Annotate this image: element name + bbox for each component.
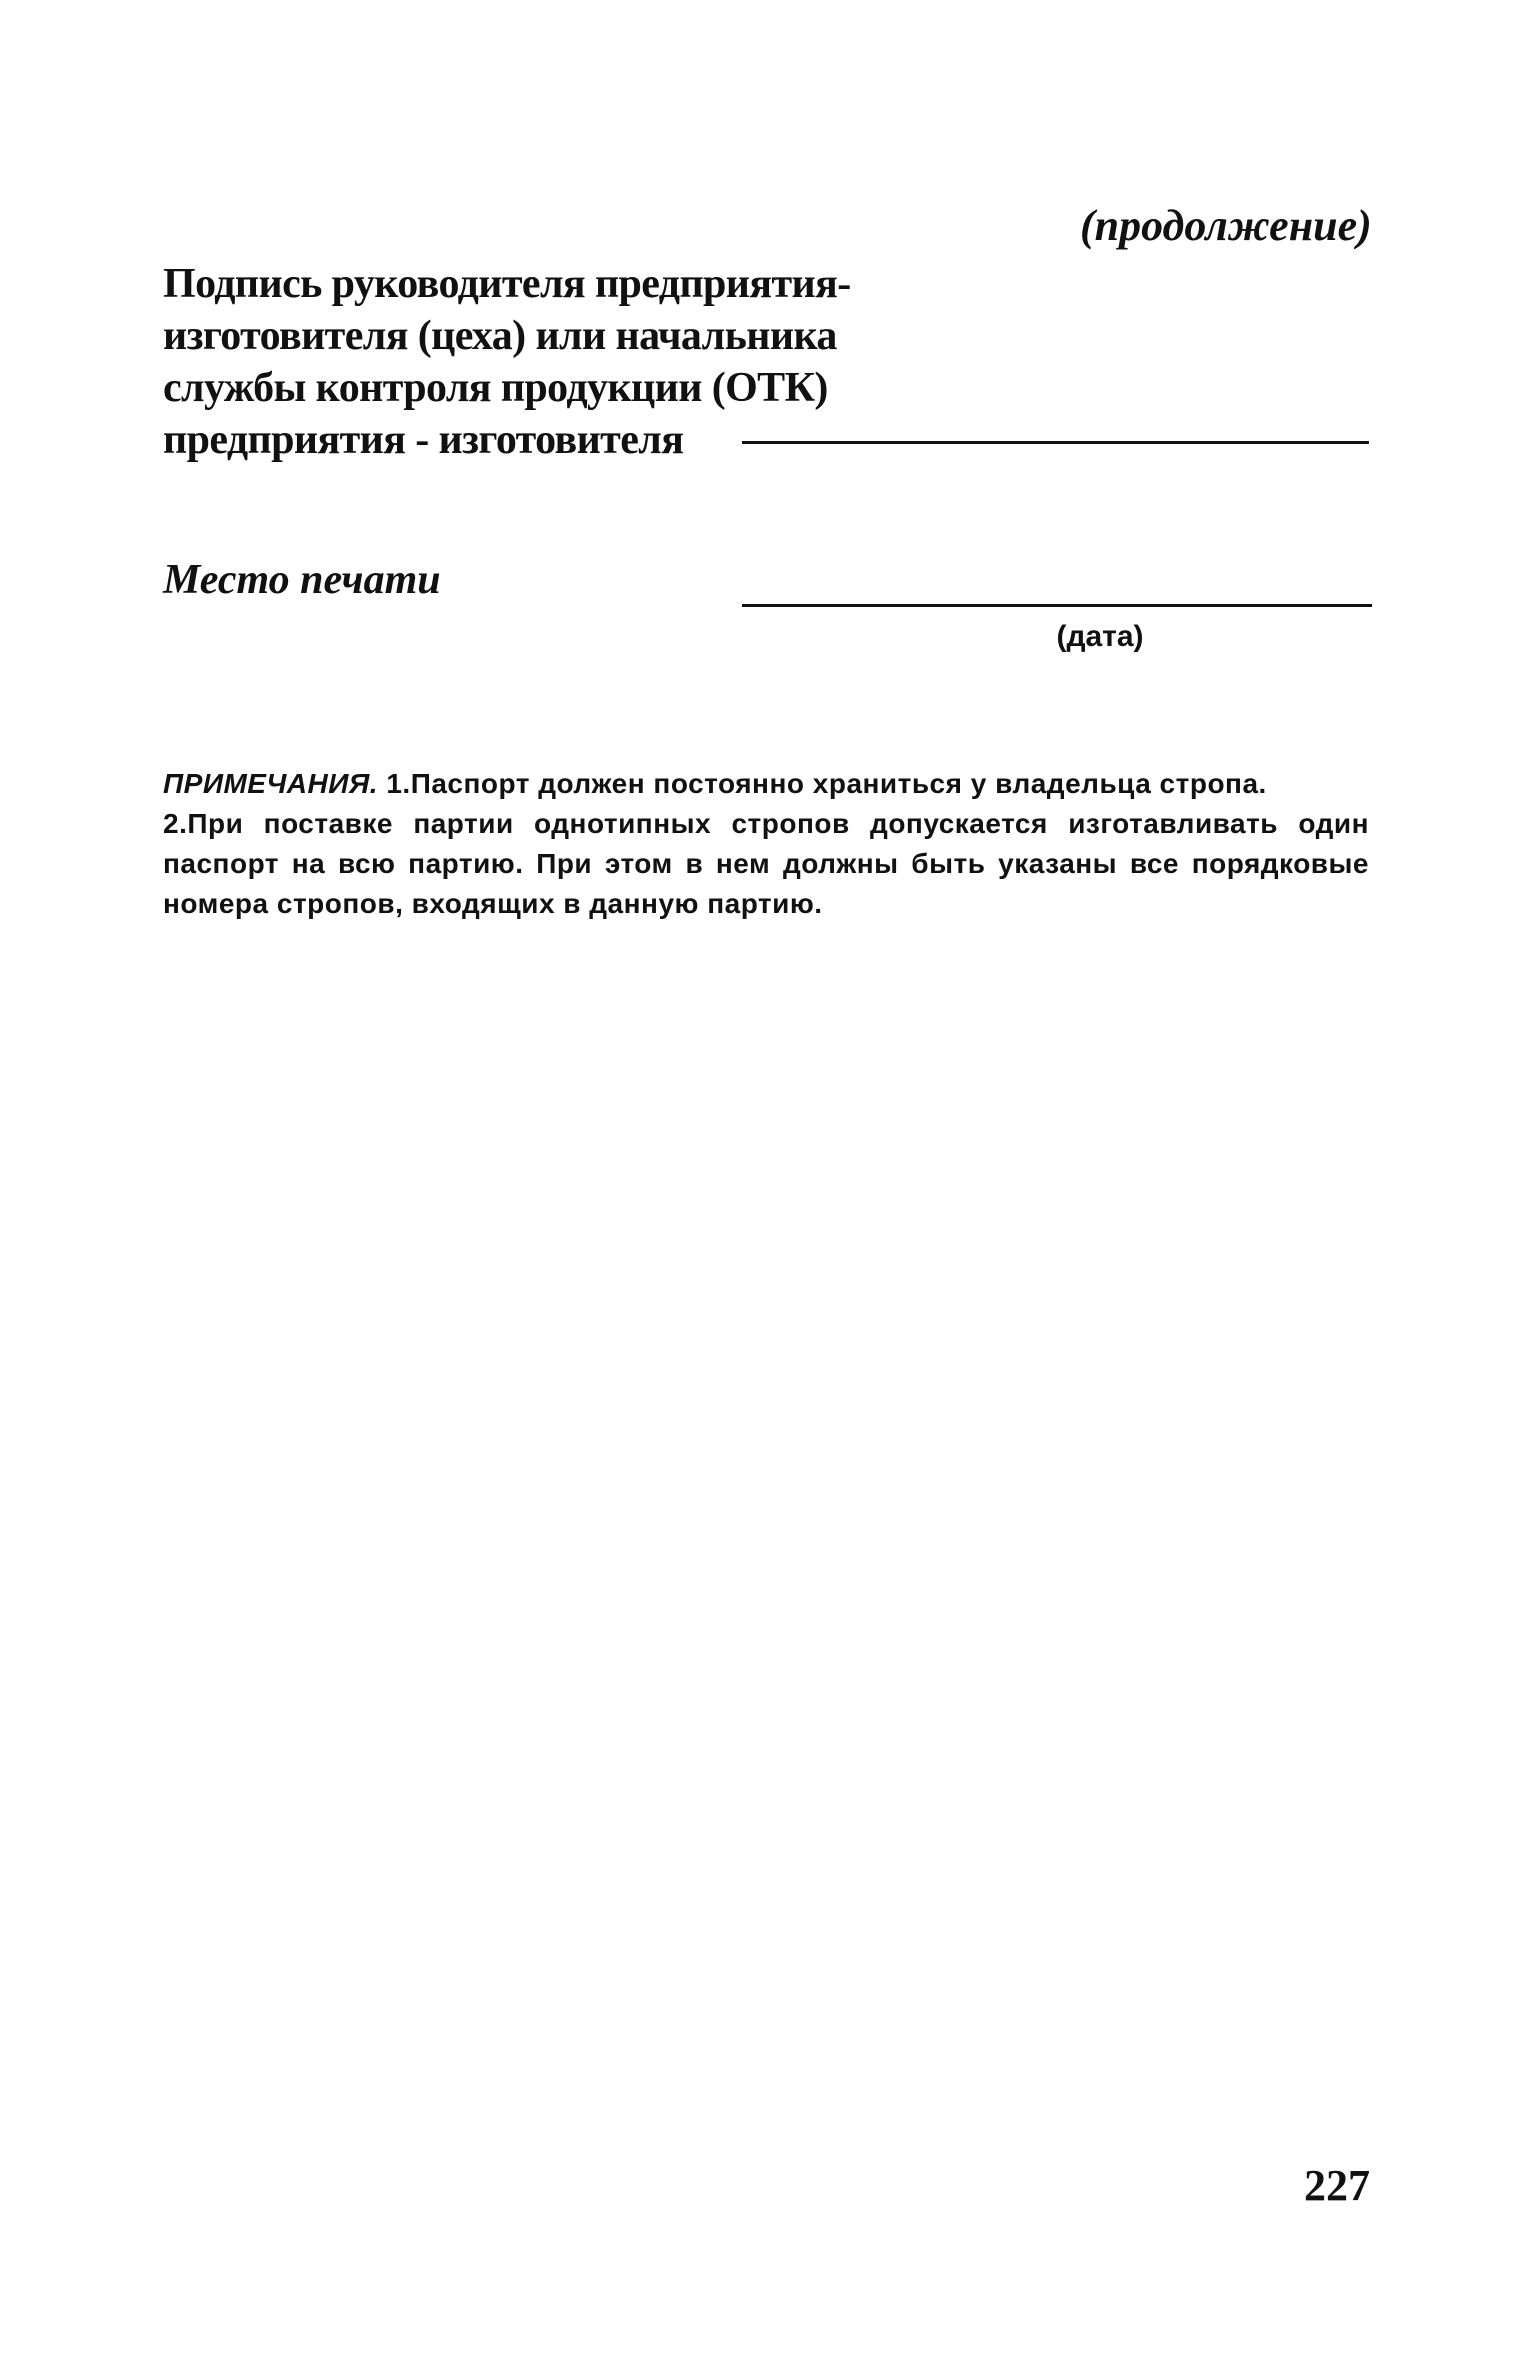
signature-caption — [163, 258, 863, 466]
stamp-place-label: Место печати — [163, 557, 441, 603]
signature-caption-line: Подпись руководителя предприятия- — [163, 261, 851, 307]
notes-heading: ПРИМЕЧАНИЯ. — [163, 768, 379, 799]
notes-first-line — [163, 764, 1369, 804]
signature-caption-line: изготовителя (цеха) или начальника — [163, 313, 837, 359]
continuation-label: (продолжение) — [1080, 201, 1372, 250]
note-2-line: номера стропов, входящих в данную партию. — [163, 888, 823, 919]
date-caption: (дата) — [1056, 620, 1144, 653]
signature-caption-line: службы контроля продукции (ОТК) — [163, 365, 828, 411]
note-2-line: 2.При поставке партии однотипных стропов допускается изготавливать один — [163, 808, 1369, 839]
note-1: 1.Паспорт должен постоянно храниться у владельца стропа. — [386, 768, 1267, 799]
page-number: 227 — [1304, 2161, 1370, 2210]
notes-block — [163, 764, 1369, 924]
note-2-line: паспорт на всю партию. При этом в нем должны быть указаны все порядковые — [163, 848, 1369, 879]
signature-field-line — [742, 441, 1369, 444]
signature-caption-line: предприятия - изготовителя — [163, 417, 684, 463]
date-field-line — [742, 604, 1372, 607]
